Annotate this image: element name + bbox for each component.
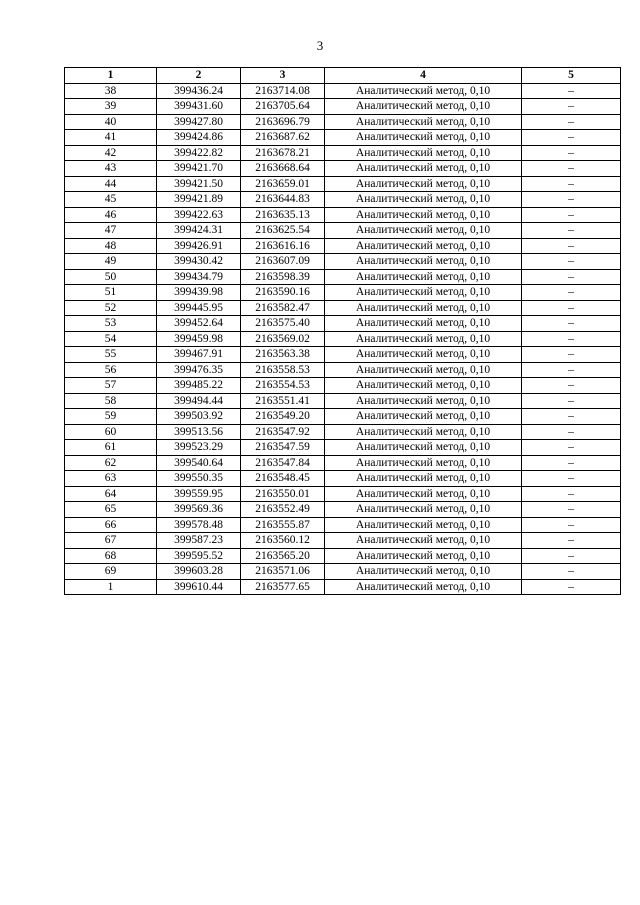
x-coordinate-cell: 399550.35 [157, 471, 241, 487]
y-coordinate-cell: 2163607.09 [241, 254, 325, 270]
x-coordinate-cell: 399559.95 [157, 486, 241, 502]
point-number-cell: 39 [65, 99, 157, 115]
table-row [65, 564, 621, 580]
y-coordinate-cell: 2163668.64 [241, 161, 325, 177]
point-number-cell: 62 [65, 455, 157, 471]
y-coordinate-cell: 2163551.41 [241, 393, 325, 409]
column-header-3: 3 [241, 68, 325, 84]
method-cell: Аналитический метод, 0,10 [325, 254, 522, 270]
x-coordinate-cell: 399421.50 [157, 176, 241, 192]
method-cell: Аналитический метод, 0,10 [325, 548, 522, 564]
table-row [65, 300, 621, 316]
table-row [65, 99, 621, 115]
y-coordinate-cell: 2163714.08 [241, 83, 325, 99]
table-row [65, 331, 621, 347]
y-coordinate-cell: 2163577.65 [241, 579, 325, 595]
table-row [65, 440, 621, 456]
point-number-cell: 45 [65, 192, 157, 208]
x-coordinate-cell: 399434.79 [157, 269, 241, 285]
table-row [65, 192, 621, 208]
table-row [65, 486, 621, 502]
y-coordinate-cell: 2163549.20 [241, 409, 325, 425]
method-cell: Аналитический метод, 0,10 [325, 207, 522, 223]
table-row [65, 254, 621, 270]
point-number-cell: 63 [65, 471, 157, 487]
method-cell: Аналитический метод, 0,10 [325, 440, 522, 456]
method-cell: Аналитический метод, 0,10 [325, 424, 522, 440]
x-coordinate-cell: 399578.48 [157, 517, 241, 533]
x-coordinate-cell: 399426.91 [157, 238, 241, 254]
y-coordinate-cell: 2163547.59 [241, 440, 325, 456]
method-cell: Аналитический метод, 0,10 [325, 564, 522, 580]
table-row [65, 502, 621, 518]
table-row [65, 207, 621, 223]
method-cell: Аналитический метод, 0,10 [325, 238, 522, 254]
x-coordinate-cell: 399424.86 [157, 130, 241, 146]
note-cell: – [522, 533, 621, 549]
x-coordinate-cell: 399494.44 [157, 393, 241, 409]
note-cell: – [522, 579, 621, 595]
point-number-cell: 55 [65, 347, 157, 363]
y-coordinate-cell: 2163575.40 [241, 316, 325, 332]
x-coordinate-cell: 399523.29 [157, 440, 241, 456]
note-cell: – [522, 517, 621, 533]
method-cell: Аналитический метод, 0,10 [325, 502, 522, 518]
y-coordinate-cell: 2163598.39 [241, 269, 325, 285]
point-number-cell: 47 [65, 223, 157, 239]
x-coordinate-cell: 399430.42 [157, 254, 241, 270]
note-cell: – [522, 223, 621, 239]
note-cell: – [522, 300, 621, 316]
x-coordinate-cell: 399427.80 [157, 114, 241, 130]
point-number-cell: 50 [65, 269, 157, 285]
point-number-cell: 42 [65, 145, 157, 161]
note-cell: – [522, 269, 621, 285]
y-coordinate-cell: 2163560.12 [241, 533, 325, 549]
table-row [65, 130, 621, 146]
x-coordinate-cell: 399445.95 [157, 300, 241, 316]
x-coordinate-cell: 399610.44 [157, 579, 241, 595]
method-cell: Аналитический метод, 0,10 [325, 471, 522, 487]
table-row [65, 223, 621, 239]
y-coordinate-cell: 2163565.20 [241, 548, 325, 564]
point-number-cell: 43 [65, 161, 157, 177]
method-cell: Аналитический метод, 0,10 [325, 269, 522, 285]
note-cell: – [522, 378, 621, 394]
point-number-cell: 44 [65, 176, 157, 192]
point-number-cell: 52 [65, 300, 157, 316]
table-row [65, 176, 621, 192]
page-number: 3 [316, 38, 324, 53]
table-row [65, 316, 621, 332]
note-cell: – [522, 502, 621, 518]
y-coordinate-cell: 2163558.53 [241, 362, 325, 378]
method-cell: Аналитический метод, 0,10 [325, 145, 522, 161]
y-coordinate-cell: 2163678.21 [241, 145, 325, 161]
note-cell: – [522, 207, 621, 223]
table-row [65, 161, 621, 177]
point-number-cell: 51 [65, 285, 157, 301]
point-number-cell: 54 [65, 331, 157, 347]
y-coordinate-cell: 2163550.01 [241, 486, 325, 502]
point-number-cell: 59 [65, 409, 157, 425]
table-row [65, 579, 621, 595]
note-cell: – [522, 471, 621, 487]
y-coordinate-cell: 2163635.13 [241, 207, 325, 223]
point-number-cell: 49 [65, 254, 157, 270]
point-number-cell: 68 [65, 548, 157, 564]
table-row [65, 114, 621, 130]
point-number-cell: 66 [65, 517, 157, 533]
method-cell: Аналитический метод, 0,10 [325, 130, 522, 146]
note-cell: – [522, 176, 621, 192]
x-coordinate-cell: 399485.22 [157, 378, 241, 394]
method-cell: Аналитический метод, 0,10 [325, 300, 522, 316]
y-coordinate-cell: 2163555.87 [241, 517, 325, 533]
column-header-1: 1 [65, 68, 157, 84]
note-cell: – [522, 99, 621, 115]
y-coordinate-cell: 2163548.45 [241, 471, 325, 487]
note-cell: – [522, 393, 621, 409]
point-number-cell: 40 [65, 114, 157, 130]
table-body [65, 83, 621, 595]
note-cell: – [522, 114, 621, 130]
method-cell: Аналитический метод, 0,10 [325, 331, 522, 347]
note-cell: – [522, 440, 621, 456]
method-cell: Аналитический метод, 0,10 [325, 114, 522, 130]
method-cell: Аналитический метод, 0,10 [325, 316, 522, 332]
y-coordinate-cell: 2163696.79 [241, 114, 325, 130]
note-cell: – [522, 145, 621, 161]
method-cell: Аналитический метод, 0,10 [325, 99, 522, 115]
y-coordinate-cell: 2163659.01 [241, 176, 325, 192]
table-row [65, 517, 621, 533]
column-header-5: 5 [522, 68, 621, 84]
point-number-cell: 61 [65, 440, 157, 456]
note-cell: – [522, 564, 621, 580]
table-row [65, 378, 621, 394]
method-cell: Аналитический метод, 0,10 [325, 517, 522, 533]
y-coordinate-cell: 2163644.83 [241, 192, 325, 208]
column-header-2: 2 [157, 68, 241, 84]
point-number-cell: 67 [65, 533, 157, 549]
note-cell: – [522, 424, 621, 440]
method-cell: Аналитический метод, 0,10 [325, 347, 522, 363]
y-coordinate-cell: 2163616.16 [241, 238, 325, 254]
coordinates-table [64, 67, 621, 595]
table-row [65, 455, 621, 471]
y-coordinate-cell: 2163571.06 [241, 564, 325, 580]
method-cell: Аналитический метод, 0,10 [325, 455, 522, 471]
table-row [65, 83, 621, 99]
point-number-cell: 65 [65, 502, 157, 518]
point-number-cell: 1 [65, 579, 157, 595]
method-cell: Аналитический метод, 0,10 [325, 362, 522, 378]
x-coordinate-cell: 399422.82 [157, 145, 241, 161]
y-coordinate-cell: 2163563.38 [241, 347, 325, 363]
y-coordinate-cell: 2163590.16 [241, 285, 325, 301]
table-row [65, 471, 621, 487]
x-coordinate-cell: 399452.64 [157, 316, 241, 332]
note-cell: – [522, 409, 621, 425]
note-cell: – [522, 486, 621, 502]
note-cell: – [522, 254, 621, 270]
point-number-cell: 53 [65, 316, 157, 332]
x-coordinate-cell: 399540.64 [157, 455, 241, 471]
table-row [65, 533, 621, 549]
x-coordinate-cell: 399421.70 [157, 161, 241, 177]
table-row [65, 238, 621, 254]
x-coordinate-cell: 399424.31 [157, 223, 241, 239]
x-coordinate-cell: 399431.60 [157, 99, 241, 115]
column-header-4: 4 [325, 68, 522, 84]
y-coordinate-cell: 2163552.49 [241, 502, 325, 518]
table-row [65, 548, 621, 564]
point-number-cell: 58 [65, 393, 157, 409]
x-coordinate-cell: 399421.89 [157, 192, 241, 208]
note-cell: – [522, 347, 621, 363]
point-number-cell: 57 [65, 378, 157, 394]
method-cell: Аналитический метод, 0,10 [325, 176, 522, 192]
method-cell: Аналитический метод, 0,10 [325, 192, 522, 208]
method-cell: Аналитический метод, 0,10 [325, 579, 522, 595]
table-row [65, 424, 621, 440]
note-cell: – [522, 548, 621, 564]
table-row [65, 362, 621, 378]
x-coordinate-cell: 399587.23 [157, 533, 241, 549]
x-coordinate-cell: 399513.56 [157, 424, 241, 440]
x-coordinate-cell: 399476.35 [157, 362, 241, 378]
note-cell: – [522, 238, 621, 254]
y-coordinate-cell: 2163569.02 [241, 331, 325, 347]
point-number-cell: 38 [65, 83, 157, 99]
method-cell: Аналитический метод, 0,10 [325, 533, 522, 549]
y-coordinate-cell: 2163554.53 [241, 378, 325, 394]
table-row [65, 347, 621, 363]
note-cell: – [522, 130, 621, 146]
y-coordinate-cell: 2163625.54 [241, 223, 325, 239]
note-cell: – [522, 316, 621, 332]
note-cell: – [522, 362, 621, 378]
x-coordinate-cell: 399436.24 [157, 83, 241, 99]
table-row [65, 393, 621, 409]
point-number-cell: 60 [65, 424, 157, 440]
y-coordinate-cell: 2163687.62 [241, 130, 325, 146]
note-cell: – [522, 161, 621, 177]
y-coordinate-cell: 2163547.84 [241, 455, 325, 471]
point-number-cell: 69 [65, 564, 157, 580]
method-cell: Аналитический метод, 0,10 [325, 409, 522, 425]
table-row [65, 409, 621, 425]
method-cell: Аналитический метод, 0,10 [325, 83, 522, 99]
x-coordinate-cell: 399569.36 [157, 502, 241, 518]
point-number-cell: 41 [65, 130, 157, 146]
x-coordinate-cell: 399459.98 [157, 331, 241, 347]
y-coordinate-cell: 2163705.64 [241, 99, 325, 115]
point-number-cell: 56 [65, 362, 157, 378]
x-coordinate-cell: 399595.52 [157, 548, 241, 564]
method-cell: Аналитический метод, 0,10 [325, 161, 522, 177]
y-coordinate-cell: 2163582.47 [241, 300, 325, 316]
x-coordinate-cell: 399439.98 [157, 285, 241, 301]
method-cell: Аналитический метод, 0,10 [325, 223, 522, 239]
method-cell: Аналитический метод, 0,10 [325, 486, 522, 502]
table-header-row [65, 68, 621, 84]
x-coordinate-cell: 399603.28 [157, 564, 241, 580]
note-cell: – [522, 331, 621, 347]
method-cell: Аналитический метод, 0,10 [325, 378, 522, 394]
method-cell: Аналитический метод, 0,10 [325, 393, 522, 409]
table-row [65, 145, 621, 161]
note-cell: – [522, 455, 621, 471]
note-cell: – [522, 285, 621, 301]
point-number-cell: 48 [65, 238, 157, 254]
table-row [65, 269, 621, 285]
x-coordinate-cell: 399422.63 [157, 207, 241, 223]
point-number-cell: 64 [65, 486, 157, 502]
note-cell: – [522, 192, 621, 208]
note-cell: – [522, 83, 621, 99]
table-row [65, 285, 621, 301]
point-number-cell: 46 [65, 207, 157, 223]
method-cell: Аналитический метод, 0,10 [325, 285, 522, 301]
x-coordinate-cell: 399467.91 [157, 347, 241, 363]
x-coordinate-cell: 399503.92 [157, 409, 241, 425]
y-coordinate-cell: 2163547.92 [241, 424, 325, 440]
